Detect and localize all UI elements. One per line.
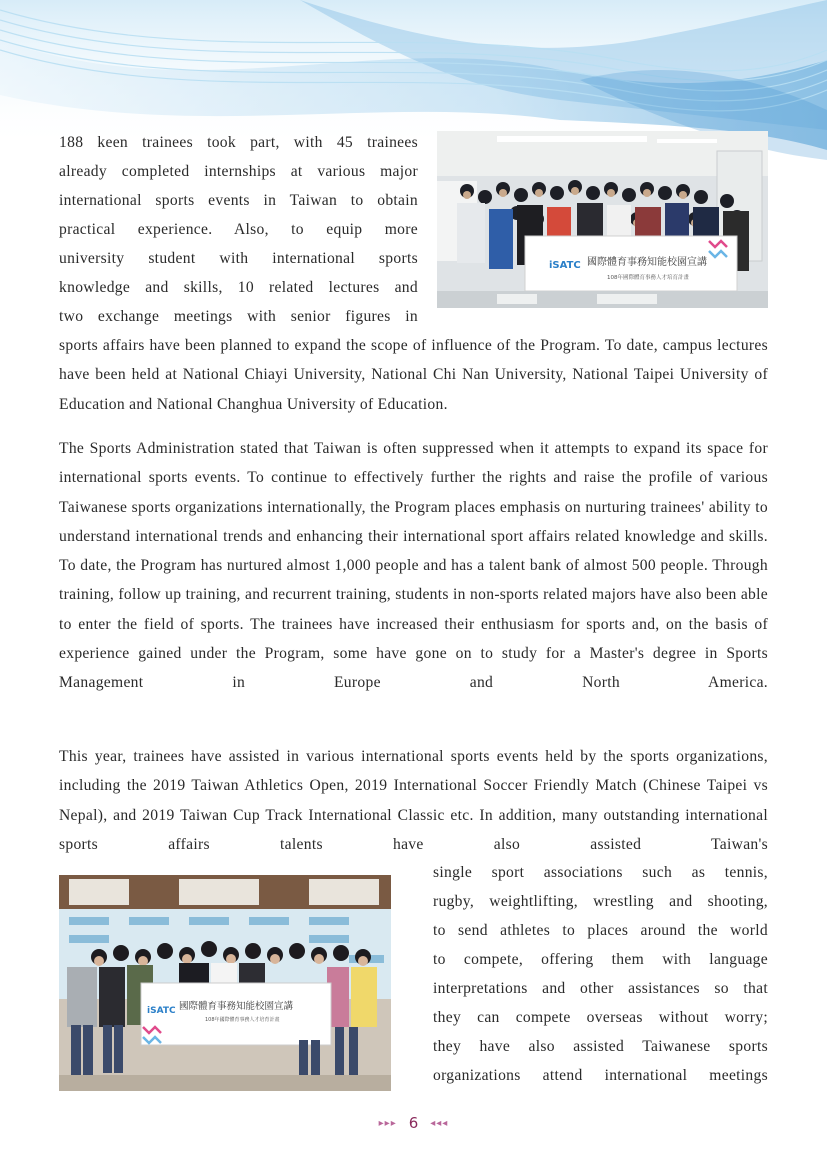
page-number: 6 xyxy=(408,1114,419,1132)
text-line: already completed internships at various major xyxy=(59,163,418,180)
banner-subtitle-text: 108年國際體育事務人才培育計畫 xyxy=(205,1017,280,1023)
text-line: they have also assisted Taiwanese sports xyxy=(433,1038,768,1055)
text-line: 188 keen trainees took part, with 45 trainees xyxy=(59,134,418,151)
text-line: to send athletes to places around the world xyxy=(433,922,768,939)
banner-title-text: 國際體育事務知能校園宣講 xyxy=(179,1001,294,1012)
paragraph-2: The Sports Administration stated that Taiwan is often suppressed when it attempts to expand its space for international sports events. To continue to effectively further the rights and raise the profile of various Taiwanese sports organizations internationally, the Program places emphasis on nurturing trainees' ability to understand international trends and enhancing their international sport affairs related knowledge and skills. To date, the Program has nurtured almost 1,000 people and has a talent bank of almost 500 people. Through training, follow up training, and recurrent training, students in non-sports related majors have also been able to enter the field of sports. The trainees have increased their enthusiasm for sports and, on the basis of experience gained under the Program, some have gone on to study for a Master's degree in Sports Management in Europe and North America. xyxy=(59,440,768,692)
footer-left-arrows-icon: ▸▸▸ xyxy=(378,1118,397,1129)
banner-title-text: 國際體育事務知能校園宣講 xyxy=(587,257,707,268)
text-line: single sport associations such as tennis, xyxy=(433,864,768,881)
text-line: to compete, offering them with language xyxy=(433,951,768,968)
banner-subtitle-text: 108年國際體育事務人才培育計畫 xyxy=(607,275,689,281)
text-line: they can compete overseas without worry; xyxy=(433,1009,768,1026)
photo-campus-lecture-group xyxy=(59,875,391,1091)
paragraph-3: This year, trainees have assisted in various international sports events held by the sports organizations, including the 2019 Taiwan Athletics Open, 2019 International Soccer Friendly Match (Chinese Taipei vs Nepal), and 2019 Taiwan Cup Track International Classic etc. In addition, many outstanding international sports affairs talents have also assisted Taiwan's xyxy=(59,748,768,853)
footer-right-arrows-icon: ◂◂◂ xyxy=(430,1118,449,1129)
text-line: rugby, weightlifting, wrestling and shooting, xyxy=(433,893,768,910)
text-line: practical experience. Also, to equip more xyxy=(59,221,418,238)
text-line: university student with international sports xyxy=(59,250,418,267)
banner-logo-text: iSATC xyxy=(147,1006,176,1016)
paragraph-1-continued: sports affairs have been planned to expand the scope of influence of the Program. To date, campus lectures have been held at National Chiayi University, National Chi Nan University, National Taipei University of Education and National Changhua University of Education. xyxy=(59,337,768,413)
banner-logo-text: iSATC xyxy=(549,260,581,271)
text-line: two exchange meetings with senior figures in xyxy=(59,308,418,325)
text-line: knowledge and skills, 10 related lectures and xyxy=(59,279,418,296)
photo-campus-lecture-classroom xyxy=(437,131,768,308)
page-footer xyxy=(0,1114,827,1132)
text-line: organizations attend international meetings xyxy=(433,1067,768,1084)
text-line: international sports events in Taiwan to obtain xyxy=(59,192,418,209)
text-line: interpretations and other assistances so that xyxy=(433,980,768,997)
